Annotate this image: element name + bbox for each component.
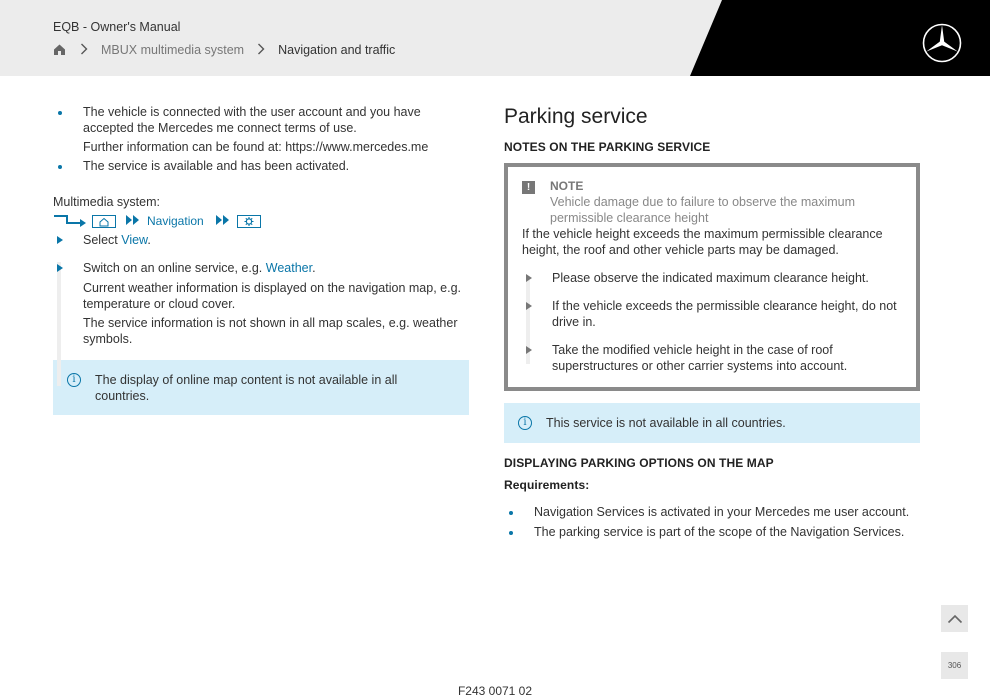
notes-heading: NOTES ON THE PARKING SERVICE — [504, 140, 711, 154]
list-item: The vehicle is connected with the user account and you have accepted the Mercedes me connect terms of use. Further information can be found at: https://www.mercedes.me — [53, 104, 469, 155]
page-header — [0, 0, 990, 76]
instruction-step: Switch on an online service, e.g. Weather. Current weather information is displayed on the navigation map, e.g. temperature or cloud cover. The service information is not shown in all map scales, e.g. weather symbols. — [53, 260, 469, 347]
section-title: Parking service — [504, 105, 648, 128]
note-step: Take the modified vehicle height in the case of roof superstructures or other carrier systems into account. — [522, 342, 902, 374]
step-arrow-icon — [57, 236, 63, 244]
menu-path — [53, 213, 469, 229]
chevron-up-icon — [947, 614, 963, 624]
note-step: Please observe the indicated maximum clearance height. — [522, 270, 902, 286]
weather-link[interactable]: Weather — [265, 261, 313, 275]
chevron-right-icon — [80, 42, 88, 58]
note-step: If the vehicle exceeds the permissible clearance height, do not drive in. — [522, 298, 902, 330]
step-note: The service information is not shown in all map scales, e.g. weather symbols. — [83, 316, 458, 346]
home-button-icon — [92, 215, 116, 228]
info-text: This service is not available in all countries. — [546, 416, 786, 430]
instruction-steps — [53, 232, 469, 347]
info-box — [53, 360, 469, 415]
breadcrumb-link-mbux[interactable]: MBUX multimedia system — [101, 43, 245, 57]
mercedes-star-logo — [921, 22, 963, 64]
manual-title: EQB - Owner's Manual — [53, 20, 181, 34]
step-arrow-icon — [526, 302, 532, 310]
note-label: NOTE — [550, 179, 584, 193]
figure-code: F243 0071 02 — [457, 684, 533, 698]
multimedia-label: Multimedia system: — [53, 195, 160, 209]
bullet-dot-icon — [58, 165, 62, 169]
requirements-label: Requirements: — [504, 478, 590, 492]
step-note: Current weather information is displayed on the navigation map, e.g. temperature or cloud cover. — [83, 281, 461, 311]
list-item-note: Further information can be found at: https://www.mercedes.me — [83, 140, 429, 154]
info-icon: i — [67, 373, 81, 387]
step-arrow-icon — [526, 346, 532, 354]
bullet-dot-icon — [509, 531, 513, 535]
note-body: If the vehicle height exceeds the maximum permissible clearance height, the roof and other vehicle parts may be damaged. — [522, 227, 883, 257]
bullet-dot-icon — [58, 111, 62, 115]
home-icon[interactable] — [53, 43, 67, 57]
view-link[interactable]: View — [121, 233, 148, 247]
menu-path-navigation: Navigation — [147, 214, 204, 228]
path-arrow-icon — [53, 213, 89, 230]
step-arrow-icon — [526, 274, 532, 282]
step-arrow-icon — [57, 264, 63, 272]
info-text: The display of online map content is not available in all countries. — [95, 373, 398, 403]
note-header — [522, 179, 902, 226]
display-heading: DISPLAYING PARKING OPTIONS ON THE MAP — [504, 456, 774, 470]
chevron-right-icon — [257, 42, 265, 58]
note-subtitle: Vehicle damage due to failure to observe the maximum permissible clearance height — [550, 195, 856, 225]
page-number-button[interactable] — [941, 652, 968, 679]
left-column — [53, 104, 469, 415]
list-item: Navigation Services is activated in your Mercedes me user account. — [504, 504, 920, 520]
instruction-step: Select View. — [53, 232, 469, 248]
breadcrumb-current: Navigation and traffic — [278, 43, 396, 57]
list-item: The service is available and has been activated. — [53, 158, 469, 174]
right-column — [504, 104, 920, 540]
page-number: 306 — [947, 661, 962, 670]
breadcrumb — [53, 42, 395, 58]
note-box — [504, 163, 920, 391]
requirements-list — [53, 104, 469, 174]
double-chevron-icon — [125, 214, 141, 229]
double-chevron-icon — [215, 214, 231, 229]
requirements-list — [504, 504, 920, 540]
exclamation-icon: ! — [522, 181, 535, 194]
note-steps — [522, 270, 902, 374]
list-item: The parking service is part of the scope of the Navigation Services. — [504, 524, 920, 540]
scroll-to-top-button[interactable] — [941, 605, 968, 632]
settings-gear-icon — [237, 215, 261, 228]
bullet-dot-icon — [509, 511, 513, 515]
info-box — [504, 403, 920, 443]
info-icon: i — [518, 416, 532, 430]
